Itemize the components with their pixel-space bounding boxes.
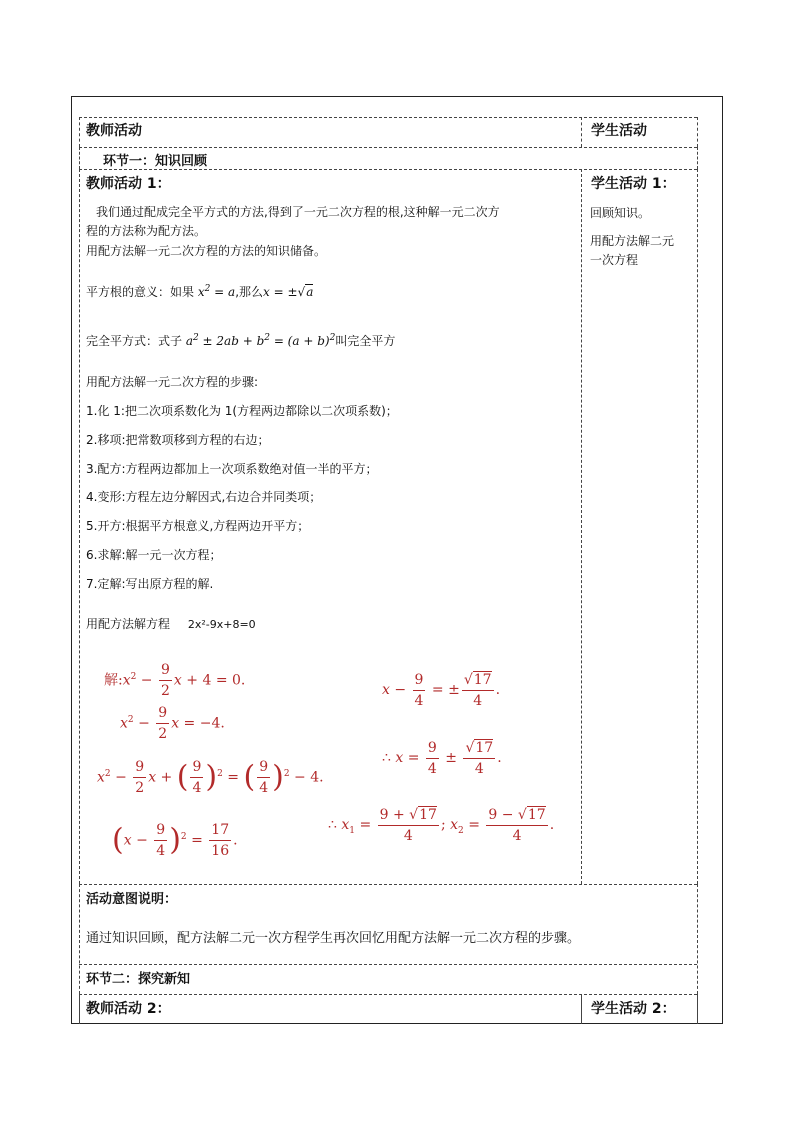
solution-prefix: 解: bbox=[104, 672, 123, 689]
perfect-square bbox=[86, 332, 395, 349]
formula: x = ±√a bbox=[263, 285, 314, 299]
student-item: 用配方法解二元 bbox=[590, 234, 675, 248]
formula: $x^2 = a$ bbox=[197, 284, 236, 299]
perfect-square-suffix: 叫完全平方 bbox=[335, 334, 396, 348]
cell-border bbox=[697, 117, 698, 147]
cell-border bbox=[697, 169, 698, 884]
cell-border bbox=[79, 147, 80, 169]
formula: $a^2 \pm 2ab + b^2 = (a + b)^2$ bbox=[185, 333, 336, 348]
student-activity-title: 学生活动 2： bbox=[591, 1001, 676, 1017]
sqrt-meaning bbox=[86, 283, 313, 300]
step-item: 6.求解:解一元一次方程； bbox=[86, 548, 222, 562]
intent-text: 通过知识回顾，配方法解二元一次方程学生再次回忆用配方法解一元二次方程的步骤。 bbox=[86, 931, 581, 946]
cell-border bbox=[581, 117, 582, 147]
divider bbox=[79, 884, 697, 885]
intent-title: 活动意图说明： bbox=[86, 892, 178, 907]
student-item: 一次方程 bbox=[590, 253, 639, 267]
solution-line-3: $x^2$ − $\frac{9}{2}$ x + ( $\frac{9}{4}$ )$^2$ = ( $\frac{9}{4}$ )$^2$ − 4. bbox=[97, 759, 324, 797]
student-activity-title: 学生活动 1： bbox=[591, 176, 676, 192]
solution-line-6: ∴ x = $\frac{9}{4}$ ± $\frac{√17}{4}$ . bbox=[382, 739, 502, 777]
cell-border bbox=[79, 169, 80, 884]
section-title: 环节一：知识回顾 bbox=[103, 154, 208, 169]
divider bbox=[79, 117, 697, 118]
divider bbox=[79, 994, 697, 995]
divider bbox=[79, 169, 697, 170]
solution-line-5: x − $\frac{9}{4}$ = ± $\frac{√17}{4}$ . bbox=[382, 671, 501, 709]
cell-border bbox=[79, 117, 80, 147]
cell-border bbox=[697, 147, 698, 169]
solution-line-7: ∴ $x_1$ = $\frac{9 + √17}{4}$ ; $x_2$ = $\frac{9 - √17}{4}$ . bbox=[328, 806, 555, 844]
prep-text: 用配方法解一元二次方程的方法的知识储备。 bbox=[86, 244, 327, 258]
step-item: 1.化 1:把二次项系数化为 1(方程两边都除以二次项系数)； bbox=[86, 404, 398, 418]
perfect-square-label: 完全平方式：式子 bbox=[86, 334, 183, 348]
solution-line-1: 解$:x^2$ − $\frac{9}{2}$ x + 4 = 0. bbox=[104, 662, 246, 700]
step-item: 3.配方:方程两边都加上一次项系数绝对值一半的平方； bbox=[86, 462, 378, 476]
cell-border bbox=[697, 994, 698, 1024]
cell-border bbox=[79, 884, 80, 994]
cell-border bbox=[697, 884, 698, 994]
steps-title: 用配方法解一元二次方程的步骤: bbox=[86, 375, 259, 389]
sqrt-meaning-then: ,那么 bbox=[235, 285, 264, 299]
step-item: 4.变形:方程左边分解因式,右边合并同类项； bbox=[86, 490, 322, 504]
student-item: 回顾知识。 bbox=[590, 206, 651, 220]
divider bbox=[79, 147, 697, 148]
divider bbox=[79, 964, 697, 965]
step-item: 7.定解:写出原方程的解. bbox=[86, 577, 214, 591]
intro-text: 程的方法称为配方法。 bbox=[86, 224, 207, 238]
example-equation: 2x²-9x+8=0 bbox=[187, 618, 256, 631]
activity-title: 教师活动 2： bbox=[86, 1001, 171, 1017]
step-item: 2.移项:把常数项移到方程的右边； bbox=[86, 433, 270, 447]
activity-title: 教师活动 1： bbox=[86, 176, 171, 192]
header-teacher: 教师活动 bbox=[86, 123, 142, 139]
step-item: 5.开方:根据平方根意义,方程两边开平方； bbox=[86, 519, 310, 533]
cell-border bbox=[79, 994, 80, 1024]
cell-border bbox=[581, 169, 582, 884]
example bbox=[86, 615, 256, 632]
header-student: 学生活动 bbox=[591, 123, 647, 139]
example-label: 用配方法解方程 bbox=[86, 617, 171, 631]
sqrt-meaning-label: 平方根的意义：如果 bbox=[86, 285, 195, 299]
solution-line-2: $x^2$ − $\frac{9}{2}$ x = −4. bbox=[120, 705, 225, 743]
intro-text: 我们通过配成完全平方式的方法,得到了一元二次方程的根,这种解一元二次方 bbox=[96, 205, 500, 219]
solution-line-4: (x − $\frac{9}{4}$ )$^2$ = $\frac{17}{16}$ . bbox=[112, 822, 238, 860]
section-title: 环节二：探究新知 bbox=[86, 972, 191, 987]
cell-border bbox=[581, 994, 582, 1024]
